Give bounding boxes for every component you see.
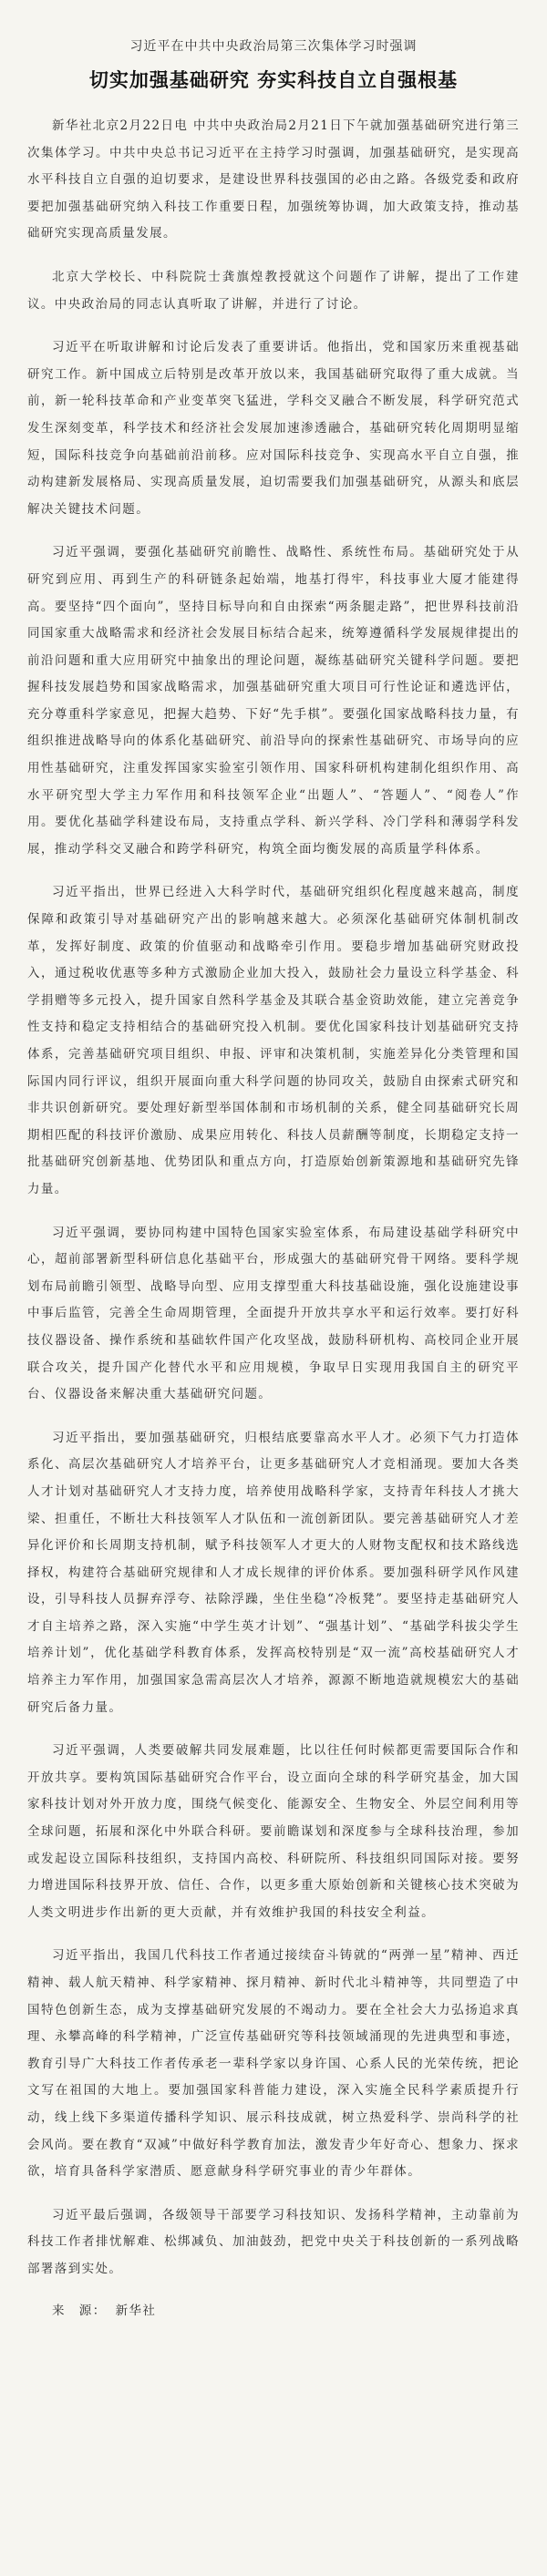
article-source (27, 2300, 520, 2318)
article-paragraph: 习近平强调，要协同构建中国特色国家实验室体系，布局建设基础学科研究中心，超前部署新型科研信息化基础平台，形成强大的基础研究骨干网络。要科学规划布局前瞻引领型、战略导向型、应用支撑型重大科技基础设施，强化设施建设事中事后监管，完善全生命周期管理，全面提升开放共享水平和运行效率。要打好科技仪器设备、操作系统和基础软件国产化攻坚战，鼓励科研机构、高校同企业开展联合攻关，提升国产化替代水平和应用规模，争取早日实现用我国自主的研究平台、仪器设备来解决重大基础研究问题。 (27, 1225, 520, 1402)
article-paragraph: 习近平指出，我国几代科技工作者通过接续奋斗铸就的“两弹一星”精神、西迁精神、载人航天精神、科学家精神、探月精神、新时代北斗精神等，共同塑造了中国特色创新生态，成为支撑基础研究发展的不竭动力。要在全社会大力弘扬追求真理、永攀高峰的科学精神，广泛宣传基础研究等科技领域涌现的先进典型和事迹，教育引导广大科技工作者传承老一辈科学家以身许国、心系人民的光荣传统，把论文写在祖国的大地上。要加强国家科普能力建设，深入实施全民科学素质提升行动，线上线下多渠道传播科学知识、展示科技成就，树立热爱科学、崇尚科学的社会风尚。要在教育“双减”中做好科学教育加法，激发青少年好奇心、想象力、探求欲，培育具备科学家潜质、愿意献身科学研究事业的青少年群体。 (27, 1948, 520, 2180)
article-paragraph: 习近平指出，世界已经进入大科学时代，基础研究组织化程度越来越高，制度保障和政策引导对基础研究产出的影响越来越大。必须深化基础研究体制机制改革，发挥好制度、政策的价值驱动和战略牵引作用。要稳步增加基础研究财政投入，通过税收优惠等多种方式激励企业加大投入，鼓励社会力量设立科学基金、科学捐赠等多元投入，提升国家自然科学基金及其联合基金资助效能，建立完善竞争性支持和稳定支持相结合的基础研究投入机制。要优化国家科技计划基础研究支持体系，完善基础研究项目组织、申报、评审和决策机制，实施差异化分类管理和国际国内同行评议，组织开展面向重大科学问题的协同攻关，鼓励自由探索式研究和非共识创新研究。要处理好新型举国体制和市场机制的关系，健全同基础研究长周期相匹配的科技评价激励、成果应用转化、科技人员薪酬等制度，长期稳定支持一批基础研究创新基地、优势团队和重点方向，打造原始创新策源地和基础研究先锋力量。 (27, 885, 520, 1196)
article-kicker: 习近平在中共中央政治局第三次集体学习时强调 (129, 39, 418, 54)
source-value: 新华社 (115, 2303, 157, 2318)
article-paragraph: 北京大学校长、中科院院士龚旗煌教授就这个问题作了讲解，提出了工作建议。中央政治局的同志认真听取了讲解，并进行了讨论。 (27, 269, 520, 312)
article-paragraph: 习近平最后强调，各级领导干部要学习科技知识、发扬科学精神，主动靠前为科技工作者排忧解难、松绑减负、加油鼓劲，把党中央关于科技创新的一系列战略部署落到实处。 (27, 2207, 520, 2276)
article-paragraph: 习近平强调，要强化基础研究前瞻性、战略性、系统性布局。基础研究处于从研究到应用、再到生产的科研链条起始端，地基打得牢，科技事业大厦才能建得高。要坚持“四个面向”，坚持目标导向和自由探索“两条腿走路”，把世界科技前沿同国家重大战略需求和经济社会发展目标结合起来，统筹遵循科学发展规律提出的前沿问题和重大应用研究中抽象出的理论问题，凝练基础研究关键科学问题。要把握科技发展趋势和国家战略需求，加强基础研究重大项目可行性论证和遴选评估，充分尊重科学家意见，把握大趋势、下好“先手棋”。要强化国家战略科技力量，有组织推进战略导向的体系化基础研究、前沿导向的探索性基础研究、市场导向的应用性基础研究，注重发挥国家实验室引领作用、国家科研机构建制化组织作用、高水平研究型大学主力军作用和科技领军企业“出题人”、“答题人”、“阅卷人”作用。要优化基础学科建设布局，支持重点学科、新兴学科、冷门学科和薄弱学科发展，推动学科交叉融合和跨学科研究，构筑全面均衡发展的高质量学科体系。 (27, 545, 520, 857)
article-paragraph: 习近平在听取讲解和讨论后发表了重要讲话。他指出，党和国家历来重视基础研究工作。新中国成立后特别是改革开放以来，我国基础研究取得了重大成就。当前，新一轮科技革命和产业变革突飞猛进，学科交叉融合不断发展，科学研究范式发生深刻变革，科学技术和经济社会发展加速渗透融合，基础研究转化周期明显缩短，国际科技竞争向基础前沿前移。应对国际科技竞争、实现高水平自立自强，推动构建新发展格局、实现高质量发展，迫切需要我们加强基础研究，从源头和底层解决关键技术问题。 (27, 340, 520, 517)
article-paragraph: 习近平强调，人类要破解共同发展难题，比以往任何时候都更需要国际合作和开放共享。要构筑国际基础研究合作平台，设立面向全球的科学研究基金，加大国家科技计划对外开放力度，围绕气候变化、能源安全、生物安全、外层空间利用等全球问题，拓展和深化中外联合科研。要前瞻谋划和深度参与全球科技治理，参加或发起设立国际科技组织，支持国内高校、科研院所、科技组织同国际对接。要努力增进国际科技界开放、信任、合作，以更多重大原始创新和关键核心技术突破为人类文明进步作出新的更大贡献，并有效维护我国的科技安全利益。 (27, 1743, 520, 1920)
source-label: 来 源： (52, 2303, 107, 2318)
article-paragraph: 新华社北京2月22日电 中共中央政治局2月21日下午就加强基础研究进行第三次集体学习。中共中央总书记习近平在主持学习时强调，加强基础研究，是实现高水平科技自立自强的迫切要求，是建设世界科技强国的必由之路。各级党委和政府要把加强基础研究纳入科技工作重要日程，加强统筹协调，加大政策支持，推动基础研究实现高质量发展。 (27, 118, 520, 241)
article-headline: 切实加强基础研究 夯实科技自立自强根基 (88, 68, 459, 91)
article-paragraph: 习近平指出，要加强基础研究，归根结底要靠高水平人才。必须下气力打造体系化、高层次基础研究人才培养平台，让更多基础研究人才竞相涌现。要加大各类人才计划对基础研究人才支持力度，培养使用战略科学家，支持青年科技人才挑大梁、担重任，不断壮大科技领军人才队伍和一流创新团队。要完善基础研究人才差异化评价和长周期支持机制，赋予科技领军人才更大的人财物支配权和技术路线选择权，构建符合基础研究规律和人才成长规律的评价体系。要加强科研学风作风建设，引导科技人员摒弃浮夸、祛除浮躁，坐住坐稳“冷板凳”。要坚持走基础研究人才自主培养之路，深入实施“中学生英才计划”、“强基计划”、“基础学科拔尖学生培养计划”，优化基础学科教育体系，发挥高校特别是“双一流”高校基础研究人才培养主力军作用，加强国家急需高层次人才培养，源源不断地造就规模宏大的基础研究后备力量。 (27, 1430, 520, 1715)
article-body (27, 113, 520, 2284)
